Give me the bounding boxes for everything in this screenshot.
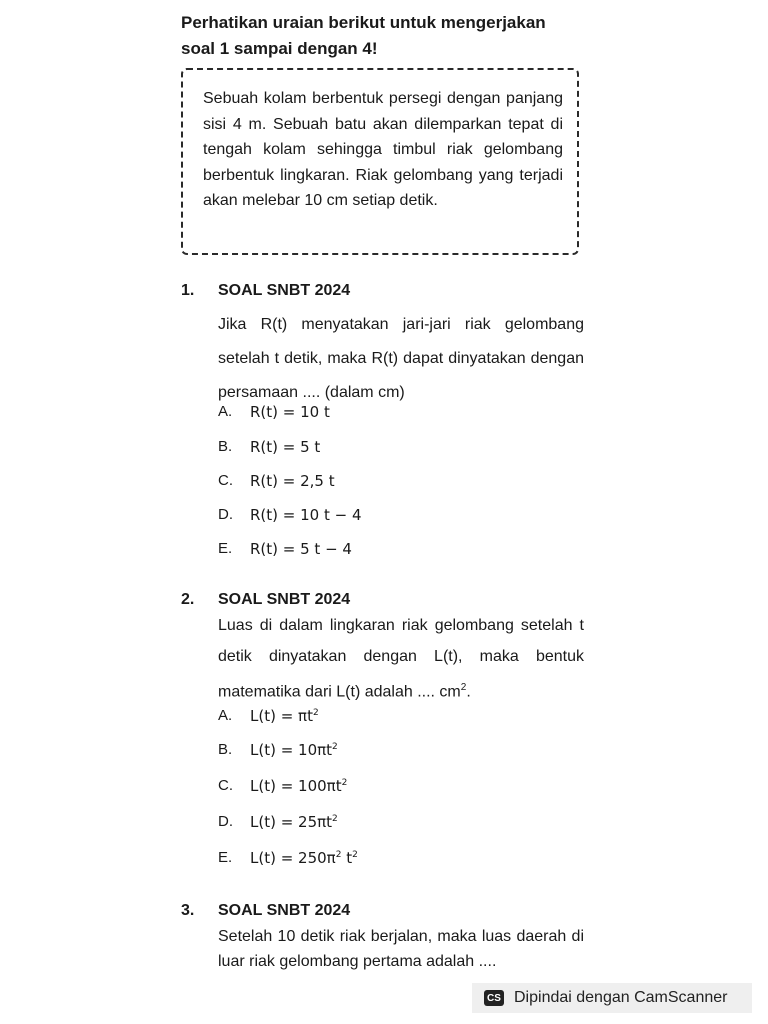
camscanner-badge	[472, 983, 752, 1013]
option-exponent: 2	[352, 850, 358, 860]
option-letter: B.	[218, 741, 233, 758]
question-2-text-superscript: 2	[460, 682, 467, 693]
option-expression: R(t) = 5 t	[250, 438, 321, 456]
option-expression: R(t) = 2,5 t	[250, 472, 335, 490]
option-expression: R(t) = 10 t	[250, 403, 330, 421]
question-3-number: 3.	[181, 902, 195, 919]
intro-line-1: Perhatikan uraian berikut untuk mengerjakan	[181, 13, 546, 32]
question-2-text-main: Luas di dalam lingkaran riak gelombang setelah t detik dinyatakan dengan L(t), maka bentuk matematika dari L(t) adalah .... cm	[218, 617, 584, 701]
option-letter: A.	[218, 403, 233, 420]
scenario-box	[181, 68, 579, 255]
option-letter: A.	[218, 707, 233, 724]
camscanner-text: Dipindai dengan CamScanner	[514, 989, 728, 1006]
intro-line-2: soal 1 sampai dengan 4!	[181, 39, 378, 58]
option-expression-main: L(t) = πt	[250, 707, 313, 725]
option-expression-tail: t	[341, 849, 353, 867]
option-expression	[250, 849, 358, 867]
option-expression	[250, 707, 319, 725]
question-2-text-end: .	[466, 683, 471, 701]
option-expression	[250, 741, 338, 759]
option-exponent: 2	[332, 742, 338, 752]
scenario-text: Sebuah kolam berbentuk persegi dengan panjang sisi 4 m. Sebuah batu akan dilemparkan tepat di tengah kolam sehingga timbul riak gelombang berbentuk lingkaran. Riak gelombang yang terjadi akan melebar 10 cm setiap detik.	[203, 90, 563, 210]
question-2-text	[218, 610, 584, 707]
question-2-number: 2.	[181, 591, 195, 608]
question-1-number: 1.	[181, 282, 195, 299]
option-exponent: 2	[341, 778, 348, 788]
option-letter: D.	[218, 506, 233, 523]
option-letter: E.	[218, 540, 233, 557]
option-expression	[250, 777, 347, 795]
question-2-heading: SOAL SNBT 2024	[218, 591, 351, 608]
option-exponent: 2	[312, 708, 319, 718]
option-expression	[250, 813, 338, 831]
question-1-heading: SOAL SNBT 2024	[218, 282, 351, 299]
option-letter: B.	[218, 438, 233, 455]
question-1-text: Jika R(t) menyatakan jari-jari riak gelombang setelah t detik, maka R(t) dapat dinyatakan dengan persamaan .... (dalam cm)	[218, 316, 584, 401]
option-letter: E.	[218, 849, 233, 866]
option-letter: D.	[218, 813, 233, 830]
option-exponent: 2	[332, 814, 338, 824]
option-expression: R(t) = 5 t − 4	[250, 540, 352, 558]
option-expression: R(t) = 10 t − 4	[250, 506, 362, 524]
option-letter: C.	[218, 472, 233, 489]
option-expression-main: L(t) = 250π	[250, 849, 336, 867]
option-expression-main: L(t) = 100πt	[250, 777, 342, 795]
option-letter: C.	[218, 777, 233, 794]
intro-instruction	[181, 10, 601, 62]
option-expression-main: L(t) = 25πt	[250, 813, 333, 831]
option-expression-main: L(t) = 10πt	[250, 741, 333, 759]
question-3-text: Setelah 10 detik riak berjalan, maka luas daerah di luar riak gelombang pertama adalah ....	[218, 928, 584, 970]
question-3-heading: SOAL SNBT 2024	[218, 902, 351, 919]
option-exponent: 2	[335, 850, 342, 860]
camscanner-icon: CS	[484, 990, 504, 1006]
